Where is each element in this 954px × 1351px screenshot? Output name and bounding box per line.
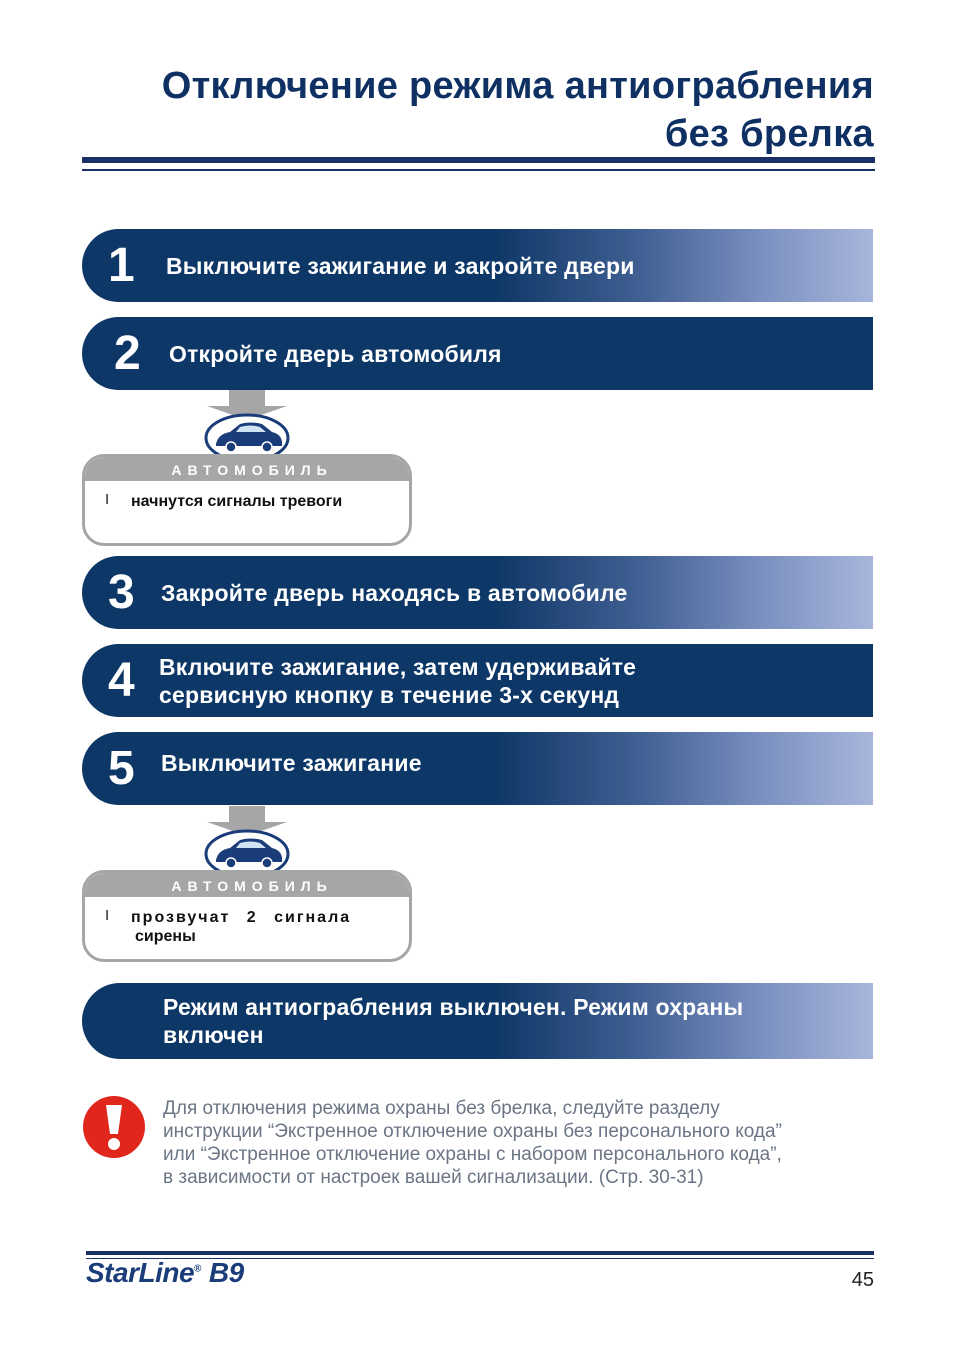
step-4-number: 4 bbox=[108, 653, 135, 707]
step-2-number: 2 bbox=[114, 326, 141, 380]
step-3-text: Закройте дверь находясь в автомобиле bbox=[161, 579, 628, 606]
car-status-label: АВТОМОБИЛЬ bbox=[85, 873, 409, 897]
step-4-bar bbox=[82, 644, 873, 717]
step-2-text: Откройте дверь автомобиля bbox=[169, 340, 502, 367]
registered-mark: ® bbox=[194, 1263, 201, 1275]
car-status-group-2 bbox=[82, 806, 412, 966]
step-5-text: Выключите зажигание bbox=[161, 749, 422, 776]
note-line-4: в зависимости от настроек вашей сигнализации. (Стр. 30-31) bbox=[163, 1167, 704, 1188]
warning-icon bbox=[82, 1095, 146, 1159]
car-status-group-1 bbox=[82, 390, 412, 550]
result-text bbox=[163, 993, 743, 1049]
car-status-box-2 bbox=[82, 870, 412, 962]
step-2-bar bbox=[82, 317, 873, 390]
step-1-text: Выключите зажигание и закройте двери bbox=[166, 252, 635, 279]
car-status-message-line-1: прозвучат 2 сигнала bbox=[131, 909, 352, 926]
note-line-3: или “Экстренное отключение охраны с набором персонального кода”, bbox=[163, 1144, 782, 1165]
car-status-message-line-2: сирены bbox=[135, 928, 196, 945]
result-bar bbox=[82, 983, 873, 1059]
step-3-number: 3 bbox=[108, 565, 135, 619]
result-text-line-2: включен bbox=[163, 1022, 264, 1048]
title-divider-thick bbox=[82, 157, 875, 163]
brand-model: B9 bbox=[208, 1257, 244, 1288]
brand-logo bbox=[86, 1257, 244, 1289]
note-line-1: Для отключения режима охраны без брелка, следуйте разделу bbox=[163, 1098, 720, 1119]
page-title-line-1: Отключение режима антиограбления bbox=[161, 65, 874, 107]
step-4-text-line-1: Включите зажигание, затем удерживайте bbox=[159, 653, 637, 680]
step-4-text bbox=[159, 653, 636, 709]
car-status-message: начнутся сигналы тревоги bbox=[131, 493, 343, 510]
result-text-line-1: Режим антиограбления выключен. Режим охраны bbox=[163, 994, 744, 1020]
car-status-label: АВТОМОБИЛЬ bbox=[85, 457, 409, 481]
page-number: 45 bbox=[851, 1269, 874, 1291]
step-1-bar bbox=[82, 229, 873, 302]
status-marker: I bbox=[105, 491, 110, 508]
page-title bbox=[162, 62, 874, 158]
status-marker: I bbox=[105, 907, 110, 924]
step-4-text-line-2: сервисную кнопку в течение 3-х секунд bbox=[159, 681, 620, 708]
car-status-box-1 bbox=[82, 454, 412, 546]
brand-name: StarLine bbox=[86, 1257, 195, 1288]
page-title-line-2: без брелка bbox=[664, 113, 874, 155]
step-5-bar bbox=[82, 732, 873, 805]
step-5-number: 5 bbox=[108, 741, 135, 795]
note-text bbox=[163, 1097, 883, 1189]
step-3-bar bbox=[82, 556, 873, 629]
step-1-number: 1 bbox=[108, 238, 135, 292]
note-line-2: инструкции “Экстренное отключение охраны без персонального кода” bbox=[163, 1121, 782, 1142]
footer-divider-thick bbox=[86, 1251, 874, 1255]
title-divider-thin bbox=[82, 169, 875, 171]
